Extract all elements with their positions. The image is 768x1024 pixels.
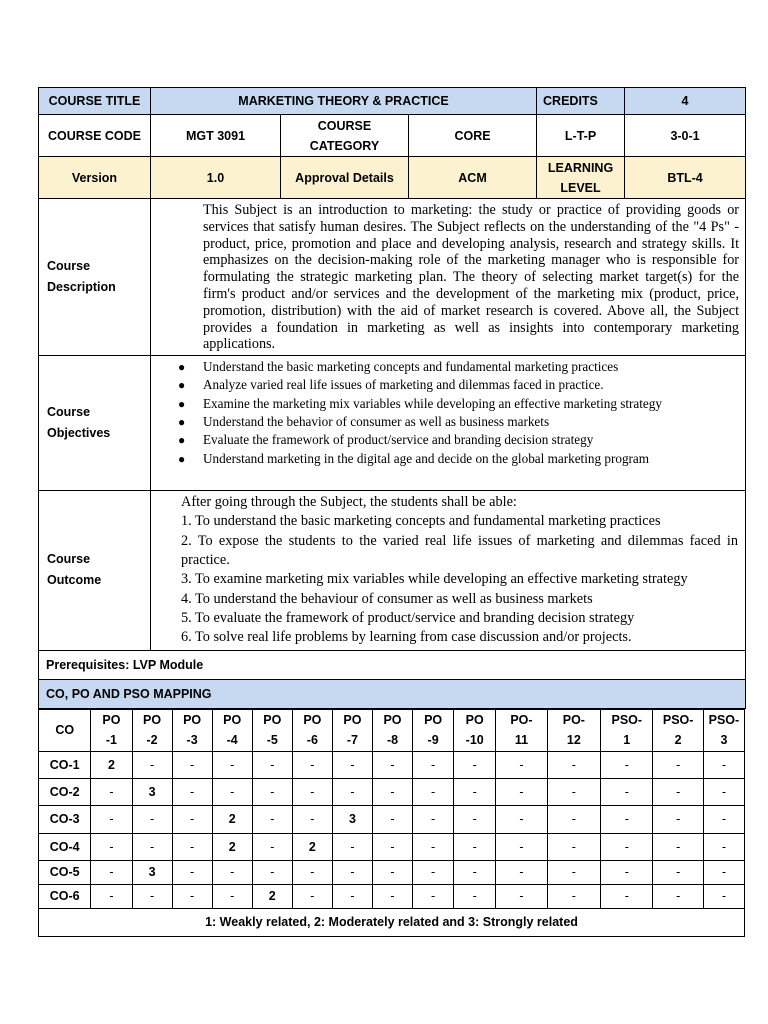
header-line: PO bbox=[465, 713, 484, 728]
mapping-cell: - bbox=[653, 778, 703, 805]
course-info-table bbox=[38, 87, 746, 709]
mapping-row bbox=[39, 860, 745, 884]
mapping-cell: - bbox=[547, 751, 600, 778]
mapping-cell: - bbox=[252, 751, 292, 778]
objective-item bbox=[178, 358, 745, 376]
outcome-item: 3. To examine marketing mix variables while developing an effective marketing strategy bbox=[181, 571, 688, 588]
po5-header bbox=[252, 709, 292, 751]
po1-header bbox=[91, 709, 132, 751]
bullet-icon: ● bbox=[178, 451, 186, 466]
learning-level-label-line2: LEVEL bbox=[560, 180, 601, 195]
mapping-cell: - bbox=[601, 833, 653, 860]
mapping-cell: - bbox=[703, 805, 744, 833]
header-line: -1 bbox=[105, 733, 118, 748]
mapping-row bbox=[39, 884, 745, 908]
mapping-cell: - bbox=[413, 751, 454, 778]
outcome-intro: After going through the Subject, the students shall be able: bbox=[181, 494, 517, 511]
header-line: PO bbox=[102, 713, 121, 728]
header-line: PSO- bbox=[611, 713, 643, 728]
mapping-cell: - bbox=[653, 805, 703, 833]
mapping-cell: 2 bbox=[252, 884, 292, 908]
mapping-row bbox=[39, 778, 745, 805]
objective-text: Understand the behavior of consumer as well as business markets bbox=[203, 414, 550, 430]
mapping-cell: - bbox=[454, 833, 496, 860]
bullet-icon: ● bbox=[178, 360, 186, 375]
mapping-cell: - bbox=[454, 884, 496, 908]
co-label: CO-2 bbox=[39, 778, 91, 805]
mapping-cell: - bbox=[454, 751, 496, 778]
description-label-line2: Description bbox=[47, 280, 116, 295]
header-line: -4 bbox=[226, 733, 238, 748]
mapping-cell: - bbox=[547, 884, 600, 908]
learning-level-label-line1: LEARNING bbox=[547, 160, 614, 175]
course-title-label: COURSE TITLE bbox=[39, 88, 151, 115]
outcome-cell bbox=[151, 491, 746, 650]
header-line: 12 bbox=[566, 733, 581, 748]
mapping-cell: - bbox=[252, 860, 292, 884]
mapping-cell: - bbox=[91, 884, 132, 908]
mapping-cell: - bbox=[601, 860, 653, 884]
header-line: PO bbox=[263, 713, 282, 728]
outcome-row bbox=[39, 491, 746, 650]
mapping-cell: - bbox=[372, 860, 412, 884]
mapping-cell: - bbox=[212, 884, 252, 908]
description-text: This Subject is an introduction to marketing: the study or practice of providing goods or services that satisfy human desires. The Subject reflects on the understanding of the "4 Ps" - product, price, promotion and place and developing analysis, research and strategy skills. It emphasizes on the decision-making role of the marketing manager who is responsible for formulating the strategic marketing plan. The theory of selecting market target(s) for the firm's product and/or services and the development of the marketing mix (product, price, promotion, distribution) with the aid of market research is covered. Above all, the Subject provides a foundation in marketing as well as insights into contemporary marketing applications. bbox=[151, 199, 746, 356]
course-syllabus-sheet bbox=[38, 87, 745, 937]
mapping-cell: - bbox=[172, 860, 212, 884]
objective-text: Examine the marketing mix variables while developing an effective marketing strategy bbox=[203, 395, 662, 411]
objectives-label bbox=[39, 356, 151, 491]
mapping-legend: 1: Weakly related, 2: Moderately related and 3: Strongly related bbox=[39, 908, 745, 936]
objective-text: Understand marketing in the digital age and decide on the global marketing program bbox=[203, 450, 650, 466]
mapping-cell: - bbox=[292, 778, 332, 805]
mapping-cell: - bbox=[653, 751, 703, 778]
co-label: CO-5 bbox=[39, 860, 91, 884]
header-line: -10 bbox=[465, 733, 484, 748]
outcome-item: 4. To understand the behaviour of consumer as well as business markets bbox=[181, 590, 593, 607]
course-category-label-line1: COURSE bbox=[317, 118, 372, 133]
mapping-cell: - bbox=[332, 884, 372, 908]
mapping-cell: - bbox=[601, 884, 653, 908]
mapping-cell: - bbox=[172, 805, 212, 833]
objectives-cell bbox=[151, 356, 746, 491]
mapping-cell: - bbox=[252, 833, 292, 860]
approval-value: ACM bbox=[409, 157, 537, 199]
mapping-cell: - bbox=[703, 860, 744, 884]
objective-text: Analyze varied real life issues of marketing and dilemmas faced in practice. bbox=[203, 377, 604, 393]
mapping-cell: - bbox=[413, 778, 454, 805]
objective-item bbox=[178, 431, 745, 449]
objectives-label-line1: Course bbox=[47, 405, 91, 420]
mapping-cell: - bbox=[547, 778, 600, 805]
header-line: PO- bbox=[562, 713, 585, 728]
po11-header bbox=[496, 709, 547, 751]
mapping-cell: - bbox=[252, 778, 292, 805]
co-label: CO-1 bbox=[39, 751, 91, 778]
header-line: PSO- bbox=[662, 713, 694, 728]
course-category-label-line2: CATEGORY bbox=[309, 138, 380, 153]
mapping-cell: - bbox=[132, 833, 172, 860]
bullet-icon: ● bbox=[178, 433, 186, 448]
mapping-cell: 3 bbox=[332, 805, 372, 833]
mapping-cell: - bbox=[496, 751, 547, 778]
mapping-cell: - bbox=[332, 860, 372, 884]
ltp-value: 3-0-1 bbox=[625, 115, 746, 157]
co-column-header: CO bbox=[39, 709, 91, 751]
mapping-row bbox=[39, 833, 745, 860]
bullet-icon: ● bbox=[178, 415, 186, 430]
mapping-cell: - bbox=[292, 751, 332, 778]
mapping-cell: - bbox=[332, 751, 372, 778]
po3-header bbox=[172, 709, 212, 751]
mapping-cell: - bbox=[212, 751, 252, 778]
mapping-cell: - bbox=[601, 751, 653, 778]
pso1-header bbox=[601, 709, 653, 751]
header-line: PO bbox=[183, 713, 202, 728]
po12-header bbox=[547, 709, 600, 751]
mapping-cell: - bbox=[413, 805, 454, 833]
objective-item bbox=[178, 376, 745, 394]
header-line: -7 bbox=[346, 733, 358, 748]
mapping-cell: - bbox=[292, 805, 332, 833]
mapping-cell: - bbox=[372, 805, 412, 833]
mapping-cell: - bbox=[91, 860, 132, 884]
mapping-row bbox=[39, 751, 745, 778]
outcome-label-line2: Outcome bbox=[47, 573, 102, 588]
objective-text: Evaluate the framework of product/service and branding decision strategy bbox=[203, 432, 594, 448]
po10-header bbox=[454, 709, 496, 751]
mapping-cell: - bbox=[372, 751, 412, 778]
header-line: PSO- bbox=[708, 713, 740, 728]
mapping-header-row bbox=[39, 709, 745, 751]
header-line: -9 bbox=[427, 733, 439, 748]
mapping-cell: 3 bbox=[132, 860, 172, 884]
version-value: 1.0 bbox=[151, 157, 281, 199]
legend-row bbox=[39, 908, 745, 936]
po2-header bbox=[132, 709, 172, 751]
prerequisites-text: Prerequisites: LVP Module bbox=[39, 650, 746, 679]
description-label bbox=[39, 199, 151, 356]
header-line: PO- bbox=[510, 713, 533, 728]
mapping-cell: - bbox=[703, 833, 744, 860]
mapping-cell: - bbox=[172, 778, 212, 805]
mapping-cell: 2 bbox=[212, 833, 252, 860]
mapping-cell: - bbox=[547, 860, 600, 884]
mapping-cell: - bbox=[653, 860, 703, 884]
outcome-label bbox=[39, 491, 151, 650]
learning-level-label bbox=[537, 157, 625, 199]
objective-item bbox=[178, 395, 745, 413]
course-title-value: MARKETING THEORY & PRACTICE bbox=[151, 88, 537, 115]
course-category-value: CORE bbox=[409, 115, 537, 157]
mapping-cell: - bbox=[91, 805, 132, 833]
co-label: CO-3 bbox=[39, 805, 91, 833]
mapping-title-row bbox=[39, 679, 746, 708]
mapping-cell: - bbox=[132, 805, 172, 833]
outcome-label-line1: Course bbox=[47, 552, 91, 567]
mapping-cell: - bbox=[454, 860, 496, 884]
description-label-line1: Course bbox=[47, 259, 91, 274]
mapping-cell: - bbox=[252, 805, 292, 833]
description-row bbox=[39, 199, 746, 356]
mapping-cell: - bbox=[653, 833, 703, 860]
po7-header bbox=[332, 709, 372, 751]
header-line: -5 bbox=[266, 733, 278, 748]
mapping-cell: - bbox=[454, 778, 496, 805]
prerequisites-row bbox=[39, 650, 746, 679]
mapping-cell: - bbox=[132, 884, 172, 908]
version-row bbox=[39, 157, 746, 199]
mapping-cell: - bbox=[703, 884, 744, 908]
course-code-label: COURSE CODE bbox=[39, 115, 151, 157]
mapping-cell: - bbox=[601, 805, 653, 833]
credits-label: CREDITS bbox=[537, 88, 625, 115]
mapping-cell: - bbox=[703, 751, 744, 778]
header-line: PO bbox=[303, 713, 322, 728]
mapping-cell: - bbox=[91, 778, 132, 805]
course-code-row bbox=[39, 115, 746, 157]
header-line: PO bbox=[143, 713, 162, 728]
mapping-cell: - bbox=[496, 860, 547, 884]
objective-item bbox=[178, 450, 745, 468]
po6-header bbox=[292, 709, 332, 751]
objectives-label-line2: Objectives bbox=[47, 426, 111, 441]
po4-header bbox=[212, 709, 252, 751]
pso3-header bbox=[703, 709, 744, 751]
mapping-cell: - bbox=[413, 884, 454, 908]
mapping-cell: - bbox=[496, 805, 547, 833]
approval-label: Approval Details bbox=[281, 157, 409, 199]
header-line: -6 bbox=[306, 733, 318, 748]
mapping-cell: - bbox=[212, 778, 252, 805]
header-line: -8 bbox=[386, 733, 399, 748]
mapping-cell: - bbox=[547, 805, 600, 833]
outcome-item: 1. To understand the basic marketing concepts and fundamental marketing practices bbox=[181, 513, 661, 530]
outcome-item: 6. To solve real life problems by learning from case discussion and/or projects. bbox=[181, 629, 632, 646]
course-code-value: MGT 3091 bbox=[151, 115, 281, 157]
header-line: PO bbox=[424, 713, 443, 728]
learning-level-value: BTL-4 bbox=[625, 157, 746, 199]
objective-item bbox=[178, 413, 745, 431]
mapping-cell: - bbox=[496, 778, 547, 805]
mapping-title: CO, PO AND PSO MAPPING bbox=[39, 679, 746, 708]
ltp-label: L-T-P bbox=[537, 115, 625, 157]
mapping-body bbox=[39, 751, 745, 908]
objectives-list bbox=[151, 358, 745, 468]
mapping-cell: - bbox=[172, 833, 212, 860]
mapping-cell: - bbox=[132, 751, 172, 778]
mapping-cell: - bbox=[601, 778, 653, 805]
mapping-cell: - bbox=[703, 778, 744, 805]
objective-text: Understand the basic marketing concepts and fundamental marketing practices bbox=[203, 359, 619, 375]
mapping-cell: - bbox=[292, 860, 332, 884]
mapping-cell: - bbox=[332, 833, 372, 860]
header-line: 11 bbox=[514, 733, 529, 748]
pso2-header bbox=[653, 709, 703, 751]
mapping-cell: - bbox=[413, 833, 454, 860]
mapping-cell: - bbox=[653, 884, 703, 908]
header-line: 2 bbox=[674, 733, 682, 748]
course-category-label bbox=[281, 115, 409, 157]
mapping-cell: 2 bbox=[91, 751, 132, 778]
header-line: -2 bbox=[146, 733, 158, 748]
version-label: Version bbox=[39, 157, 151, 199]
header-line: -3 bbox=[186, 733, 198, 748]
bullet-icon: ● bbox=[178, 378, 186, 393]
outcome-item: 2. To expose the students to the varied real life issues of marketing and dilemmas faced in practice. bbox=[181, 532, 739, 569]
objectives-row bbox=[39, 356, 746, 491]
mapping-cell: - bbox=[454, 805, 496, 833]
mapping-cell: - bbox=[413, 860, 454, 884]
mapping-cell: - bbox=[212, 860, 252, 884]
mapping-cell: - bbox=[172, 751, 212, 778]
credits-value: 4 bbox=[625, 88, 746, 115]
co-label: CO-6 bbox=[39, 884, 91, 908]
mapping-cell: - bbox=[372, 778, 412, 805]
mapping-row bbox=[39, 805, 745, 833]
mapping-cell: - bbox=[172, 884, 212, 908]
header-line: PO bbox=[343, 713, 362, 728]
mapping-cell: - bbox=[372, 833, 412, 860]
co-po-mapping-table bbox=[38, 709, 745, 937]
header-line: PO bbox=[383, 713, 402, 728]
mapping-cell: - bbox=[332, 778, 372, 805]
mapping-cell: - bbox=[496, 833, 547, 860]
mapping-cell: - bbox=[91, 833, 132, 860]
mapping-cell: 2 bbox=[212, 805, 252, 833]
mapping-cell: - bbox=[496, 884, 547, 908]
po9-header bbox=[413, 709, 454, 751]
co-label: CO-4 bbox=[39, 833, 91, 860]
mapping-cell: - bbox=[372, 884, 412, 908]
header-line: PO bbox=[223, 713, 242, 728]
mapping-cell: - bbox=[547, 833, 600, 860]
mapping-cell: 2 bbox=[292, 833, 332, 860]
header-line: 3 bbox=[720, 733, 728, 748]
title-row bbox=[39, 88, 746, 115]
po8-header bbox=[372, 709, 412, 751]
header-line: 1 bbox=[623, 733, 631, 748]
mapping-cell: 3 bbox=[132, 778, 172, 805]
bullet-icon: ● bbox=[178, 396, 186, 411]
mapping-cell: - bbox=[292, 884, 332, 908]
outcome-item: 5. To evaluate the framework of product/service and branding decision strategy bbox=[181, 609, 635, 626]
